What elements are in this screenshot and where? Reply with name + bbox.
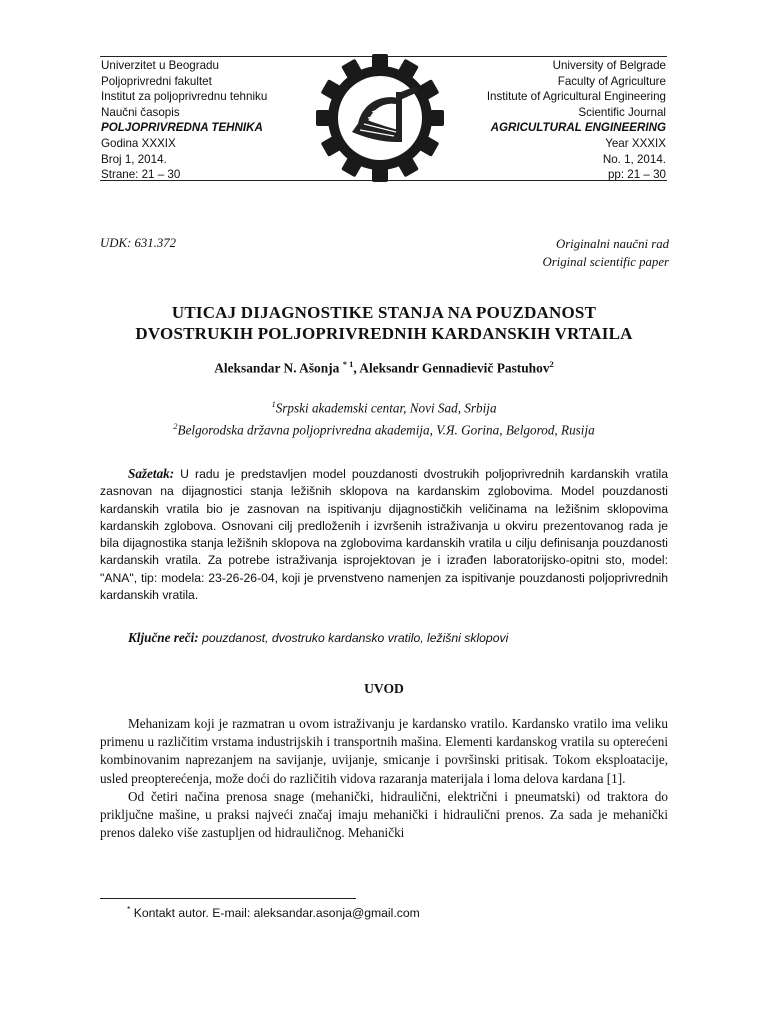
header-left-line: Poljoprivredni fakultet [101, 74, 212, 88]
keywords-text: pouzdanost, dvostruko kardansko vratilo, ležišni sklopovi [198, 631, 509, 645]
title-line: UTICAJ DIJAGNOSTIKE STANJA NA POUZDANOST [171, 303, 597, 322]
affiliation-text: Belgorodska državna poljoprivredna akademija, V.Я. Gorina, Belgorod, Rusija [177, 422, 595, 438]
paper-type-sr: Originalni naučni rad [555, 237, 669, 251]
authors [80, 359, 688, 376]
author-separator: , [353, 360, 360, 376]
affiliation-mark: 1 [271, 399, 276, 409]
header-left-line: Strane: 21 – 30 [101, 168, 181, 182]
header-right-line: Faculty of Agriculture [557, 74, 666, 88]
header-left [101, 58, 267, 183]
affiliation-text: Srpski akademski centar, Novi Sad, Srbija [275, 400, 497, 416]
paper-type [542, 236, 669, 271]
author-superscript: 2 [549, 359, 554, 369]
abstract-text: U radu je predstavljen model pouzdanosti dvostrukih poljoprivrednih kardanskih vratila zasnovan na dijagnostici stanja ležišnih sklopova na kardanskim zglobovima. Model pouzdanosti kardanskih vratila bio je zasnovan na ispitivanju dijagnostičkih veličinama na ležišnim sklopovima kardanskih zglobova. Osnovani cilj predloženih i izvršenih istraživanja u okviru prezentovanog rada je bila dijagnostika stanja ležišnih sklopova na zglobovima kardanskih vratila u cilju definisanja pouzdanosti kardanskih vratila. Za potrebe istraživanja isprojektovan je i izrađen laboratorijsko-opitni sto, model: "ANA", tip: modela: 23-26-26-04, koji je prvenstveno namenjen za ispitivanje pouzdanosti poljoprivrednih kardanskih vratila. [100, 467, 668, 603]
affiliation [80, 417, 688, 439]
section-heading: UVOD [364, 681, 404, 696]
affiliations [80, 395, 688, 440]
footnote-mark: * [127, 904, 131, 914]
header-right-line: Institute of Agricultural Engineering [486, 90, 666, 104]
header-left-line: Institut za poljoprivrednu tehniku [101, 90, 268, 104]
journal-name-sr: POLJOPRIVREDNA TEHNIKA [101, 121, 263, 135]
footnote [127, 904, 420, 920]
header-left-line: Naučni časopis [101, 105, 180, 119]
header-left-line: Univerzitet u Beogradu [101, 59, 219, 72]
header-right-line: Year XXXIX [605, 136, 666, 150]
affiliation-mark: 2 [173, 421, 178, 432]
affiliation [80, 395, 688, 417]
paper-title [80, 302, 688, 344]
author-name: Aleksandr Gennadievič Pastuhov [359, 360, 550, 376]
header-right-line: Scientific Journal [578, 105, 666, 119]
paragraph: Mehanizam koji je razmatran u ovom istraživanju je kardansko vratilo. Kardansko vratilo ima veliku primenu u različitim vrstama industrijskih i transportnih mašina. Elementi kardanskog vratila su opterećeni kombinovanim naprezanjem na savijanje, uvijanje, smicanje i površinski pritisak. Tokom eksploatacije, usled preopterećenja, može doći do različitih vidova razaranja materijala i loma delova kardana [1]. [100, 716, 668, 786]
footnote-rule [100, 898, 356, 899]
header-right [487, 58, 666, 183]
udk-code: UDK: 631.372 [100, 236, 177, 250]
header-right-line: University of Belgrade [552, 59, 666, 72]
header-right-line: No. 1, 2014. [602, 152, 666, 166]
header-right-line: pp: 21 – 30 [607, 168, 666, 182]
journal-logo-gear-icon [300, 38, 460, 198]
paragraph: Od četiri načina prenosa snage (mehanički, hidraulični, električni i pneumatski) od traktora do priključne mašine, u praksi najveći značaj imaju mehanički i hidraulični prenos. Za sada je mehanički prenos daleko više zastupljen od hidrauličnog. Mehanički [100, 788, 668, 841]
keywords [100, 630, 668, 646]
abstract [100, 465, 668, 604]
author-name: Aleksandar N. Ašonja [214, 360, 340, 376]
abstract-label: Sažetak: [128, 466, 175, 481]
body-text [100, 715, 668, 842]
paper-type-en: Original scientific paper [542, 254, 669, 269]
author-superscript: * 1 [342, 359, 354, 369]
header-left-line: Godina XXXIX [101, 136, 176, 150]
footnote-text: Kontakt autor. E-mail: aleksandar.asonja@gmail.com [130, 906, 420, 921]
keywords-label: Ključne reči: [128, 630, 199, 645]
header-left-line: Broj 1, 2014. [101, 152, 167, 166]
journal-name-en: AGRICULTURAL ENGINEERING [490, 121, 666, 135]
title-line: DVOSTRUKIH POLJOPRIVREDNIH KARDANSKIH VRTAILA [135, 324, 633, 343]
